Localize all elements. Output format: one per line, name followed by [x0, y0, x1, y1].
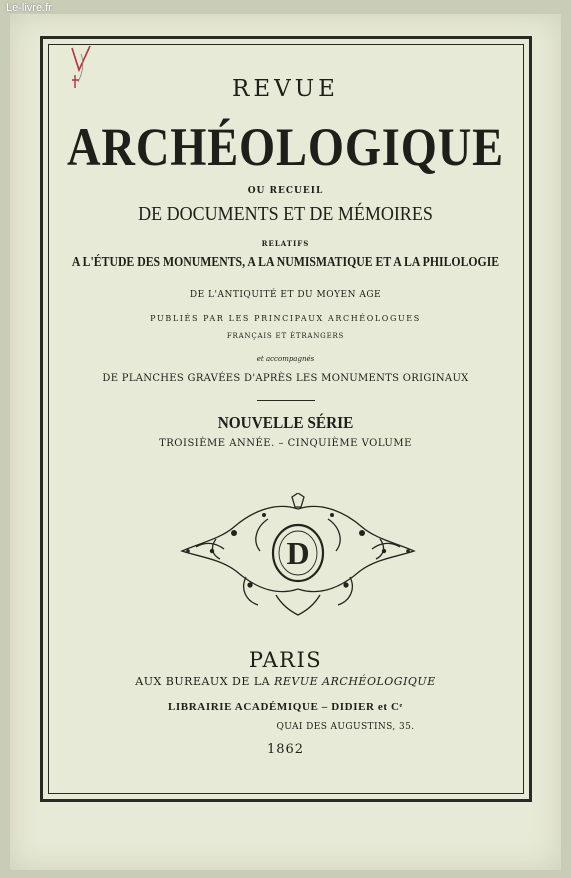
imprint-city: PARIS: [248, 648, 323, 672]
watermark-text: Le-livre.fr: [6, 2, 52, 14]
imprint-bureaux-prefix: AUX BUREAUX DE LA: [135, 675, 271, 688]
imprint-address: QUAI DES AUGUSTINS, 35.: [276, 722, 415, 732]
series-heading: NOUVELLE SÉRIE: [217, 413, 354, 432]
masthead-title: ARCHÉOLOGIQUE: [67, 117, 504, 177]
subtitle-accompagnes: et accompagnés: [256, 355, 315, 363]
subtitle-relatifs: RELATIFS: [261, 239, 310, 248]
imprint-bureaux: [0, 675, 571, 688]
imprint-year: 1862: [266, 742, 305, 757]
subtitle-planches: DE PLANCHES GRAVÉES D'APRÈS LES MONUMENTS ORIGINAUX: [102, 373, 469, 384]
masthead-revue: REVUE: [232, 76, 339, 102]
vignette-monogram: D: [286, 535, 310, 571]
subtitle-antiquite: DE L'ANTIQUITÉ ET DU MOYEN AGE: [189, 290, 382, 300]
imprint-publisher: LIBRAIRIE ACADÉMIQUE – DIDIER et Cᵉ: [167, 701, 403, 713]
subtitle-recueil: OU RECUEIL: [247, 186, 324, 196]
series-volume: TROISIÈME ANNÉE. – CINQUIÈME VOLUME: [159, 438, 412, 449]
subtitle-publies: PUBLIÉS PAR LES PRINCIPAUX ARCHÉOLOGUES: [150, 314, 421, 323]
imprint-bureaux-journal: REVUE ARCHÉOLOGIQUE: [274, 675, 436, 688]
subtitle-documents: DE DOCUMENTS ET DE MÉMOIRES: [138, 203, 433, 225]
ornamental-vignette: [176, 493, 420, 617]
section-divider: [257, 400, 315, 401]
subtitle-francais: FRANÇAIS ET ÉTRANGERS: [226, 332, 345, 340]
subtitle-etude: A L'ÉTUDE DES MONUMENTS, A LA NUMISMATIQUE ET A LA PHILOLOGIE: [71, 255, 500, 270]
